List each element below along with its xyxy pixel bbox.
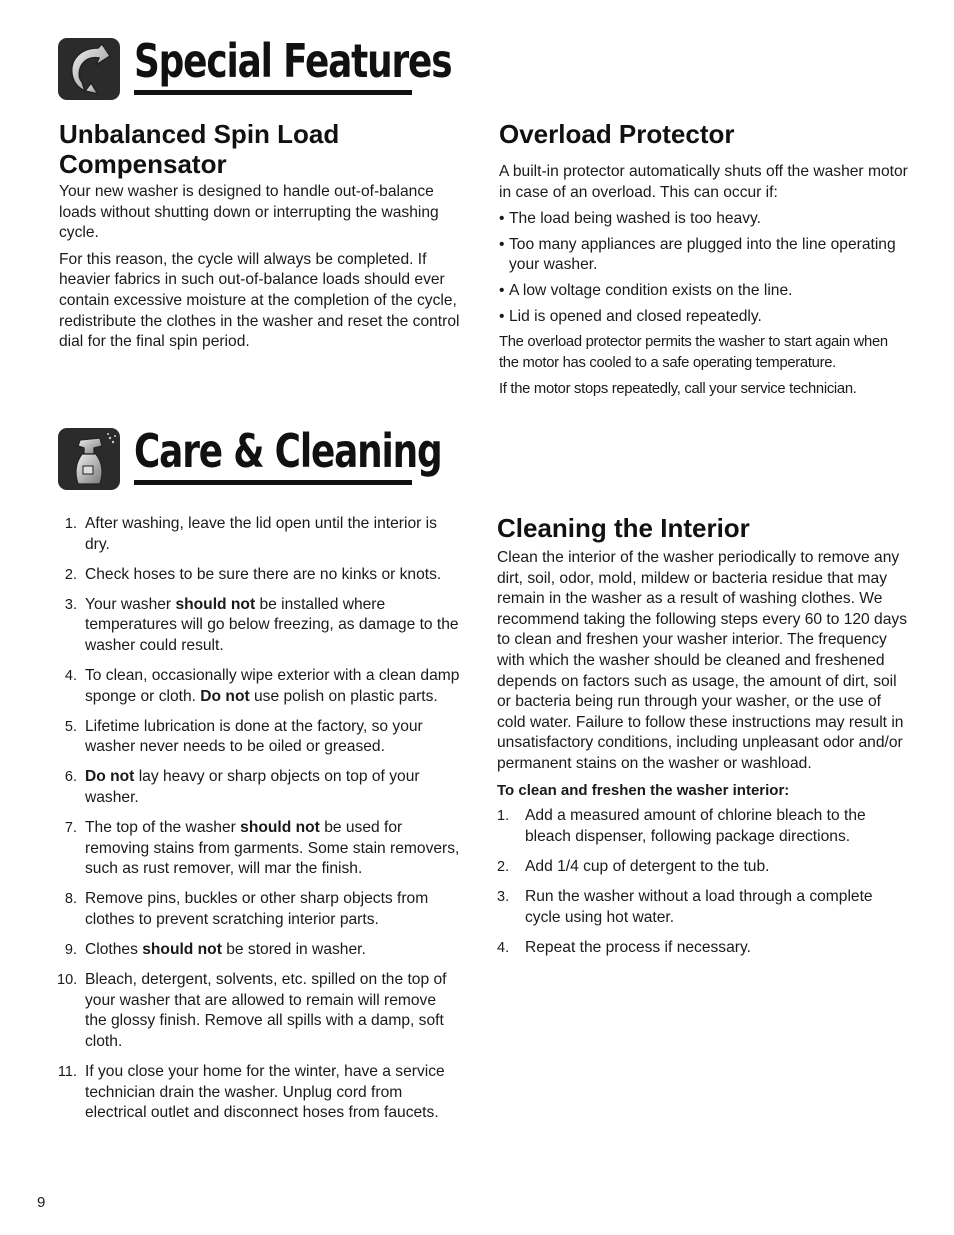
overload-outro-2: If the motor stops repeatedly, call your service technician. [499,381,857,398]
unbalanced-heading-line2: Compensator [59,149,227,179]
unbalanced-body [59,182,464,359]
title-underline [134,480,412,485]
list-item: 9. Clothes should not be stored in washer. [64,941,366,959]
page-number: 9 [37,1194,46,1211]
interior-subheading: To clean and freshen the washer interior: [497,781,790,799]
list-item: 3. Your washer should not be installed where temperatures will go below freezing, as damage to the washer could result. [64,595,459,654]
list-item: 1. After washing, leave the lid open until the interior is dry. [64,515,437,553]
title-underline [134,90,412,95]
care-cleaning-banner [58,424,442,494]
overload-body [499,162,911,406]
list-item: 5. Lifetime lubrication is done at the factory, so your washer never needs to be oiled or greased. [64,717,423,756]
interior-heading: Cleaning the Interior [497,513,750,543]
unbalanced-paragraph-2: For this reason, the cycle will always be completed. If heavier fabrics in such out-of-balance loads should ever contain excessive moisture at the completion of the cycle, redistribute the clothes in the washer and reset the control dial for the final spin period. [59,250,460,351]
list-item: • Too many appliances are plugged into the line operating your washer. [499,235,911,276]
list-item: • Lid is opened and closed repeatedly. [499,307,911,328]
overload-bullet-list [499,209,911,327]
list-item: 1. Add a measured amount of chlorine bleach to the bleach dispenser, following package directions. [497,807,866,845]
list-item: 4. To clean, occasionally wipe exterior with a clean damp sponge or cloth. Do not use polish on plastic parts. [64,667,460,705]
list-item: 2. Check hoses to be sure there are no kinks or knots. [64,565,442,583]
care-numbered-list [57,514,461,1124]
unbalanced-heading [59,119,339,179]
list-item: 3. Run the washer without a load through a complete cycle using hot water. [497,887,873,926]
interior-steps-list [497,806,907,958]
special-features-title: Special Features [134,34,452,88]
overload-heading: Overload Protector [499,119,735,149]
special-features-banner [58,34,452,104]
list-item: 7. The top of the washer should not be used for removing stains from garments. Some stain removers, such as rust remover, will mar the finish. [64,819,460,878]
interior-body-block [497,548,907,968]
care-list-block [57,514,461,1133]
list-item: 2. Add 1/4 cup of detergent to the tub. [497,857,770,875]
unbalanced-paragraph-1: Your new washer is designed to handle out-of-balance loads without shutting down or interrupting the washing cycle. [59,183,439,242]
list-item: 10. Bleach, detergent, solvents, etc. spilled on the top of your washer that are allowed to remain will remove the glossy finish. Remove all spills with a damp, soft cloth. [57,971,447,1050]
spray-bottle-icon [58,428,120,490]
list-item: • A low voltage condition exists on the line. [499,281,911,302]
unbalanced-heading-line1: Unbalanced Spin Load [59,119,340,149]
list-item: 11. If you close your home for the winter, have a service technician drain the washer. Unplug cord from electrical outlet and disconnect hoses from faucets. [57,1063,445,1122]
list-item: 4. Repeat the process if necessary. [497,938,751,956]
overload-outro-1: The overload protector permits the washer to start again when the motor has cooled to a safe operating temperature. [499,334,888,371]
interior-body: Clean the interior of the washer periodically to remove any dirt, soil, odor, mold, mildew or bacteria residue that may remain in the washer as a result of washing clothes. We recommend taking the following steps every 60 to 120 days to clean and freshen your washer interior. The frequency with which the washer should be cleaned and freshened depends on factors such as usage, the amount of dirt, soil or bacteria being run through your washer, or the use of cold water. Failure to follow these instructions may result in unsatisfactory conditions, including unpleasant odor and/or permanent stains on the washer or washload. [497,549,907,772]
list-item: • The load being washed is too heavy. [499,209,911,230]
care-cleaning-title: Care & Cleaning [134,424,442,478]
overload-intro: A built-in protector automatically shuts off the washer motor in case of an overload. This can occur if: [499,163,908,201]
curved-arrow-icon [58,38,120,100]
list-item: 8. Remove pins, buckles or other sharp objects from clothes to prevent scratching interior parts. [64,890,429,928]
list-item: 6. Do not lay heavy or sharp objects on top of your washer. [64,768,420,807]
